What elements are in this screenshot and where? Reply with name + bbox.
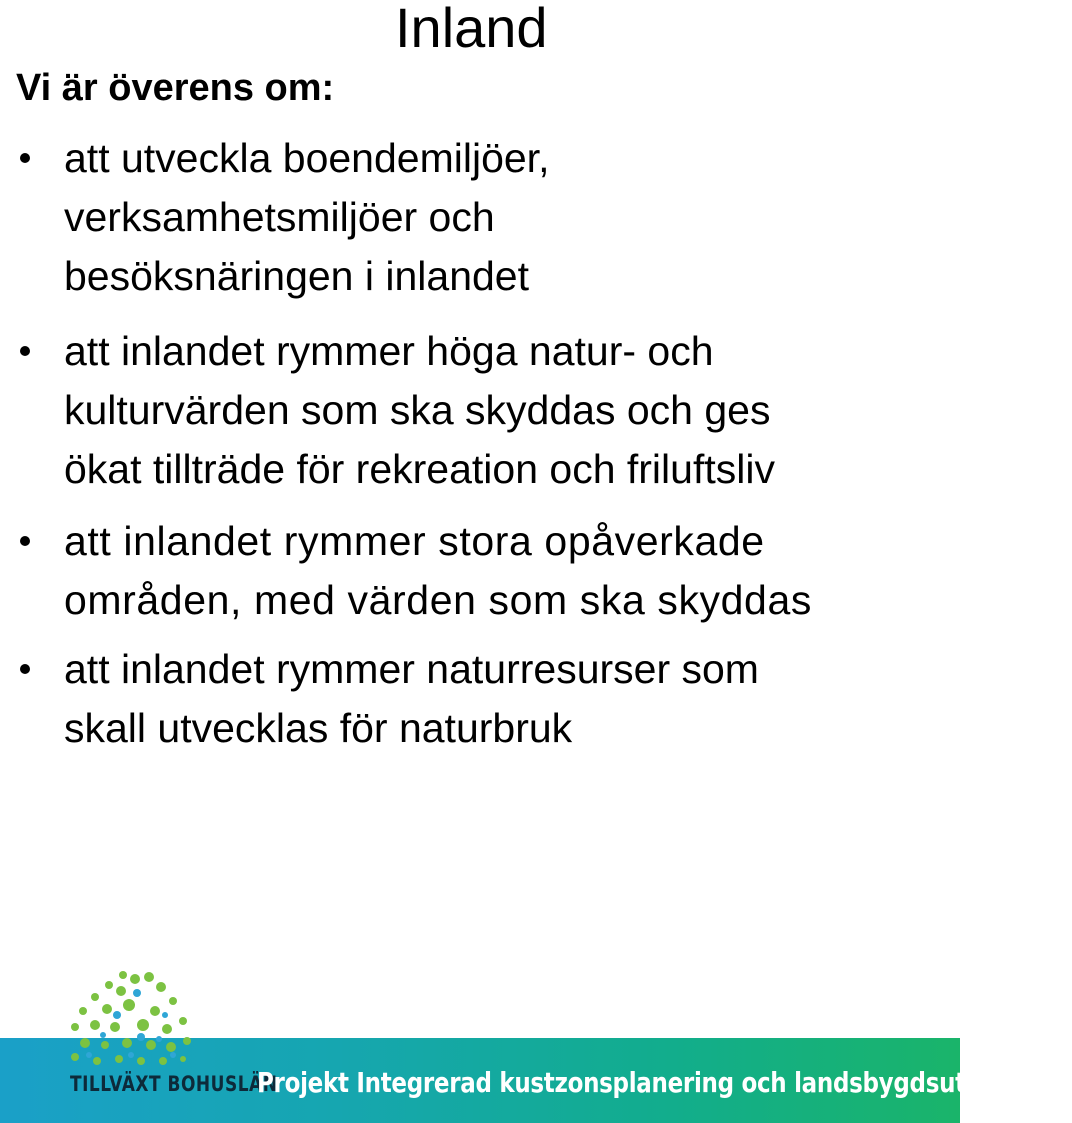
bullet-dot-icon [20,346,30,356]
slide-title: Inland [395,0,548,59]
slide-subtitle: Vi är överens om: [16,67,335,109]
bullet-dot-icon [20,153,30,163]
bullet-text: att utveckla boendemiljöer, verksamhetsmiljöer och besöksnäringen i inlandet [64,135,550,299]
bullet-text: att inlandet rymmer stora opåverkade områden, med värden som ska skyddas [64,518,812,623]
footer-logo-text: TILLVÄXT BOHUSLÄN [70,1072,278,1097]
bullet-text: att inlandet rymmer höga natur- och kulturvärden som ska skyddas och ges ökat tillträde för rekreation och friluftsliv [64,328,775,492]
footer-project-text: Projekt Integrerad kustzonsplanering och landsbygdsutveckling [257,1068,1072,1100]
bullet-text: att inlandet rymmer naturresurser som skall utvecklas för naturbruk [64,646,759,751]
bullet-dot-icon [20,664,30,674]
tillvaxt-bohuslan-logo-icon [55,965,205,1075]
bullet-dot-icon [20,536,30,546]
